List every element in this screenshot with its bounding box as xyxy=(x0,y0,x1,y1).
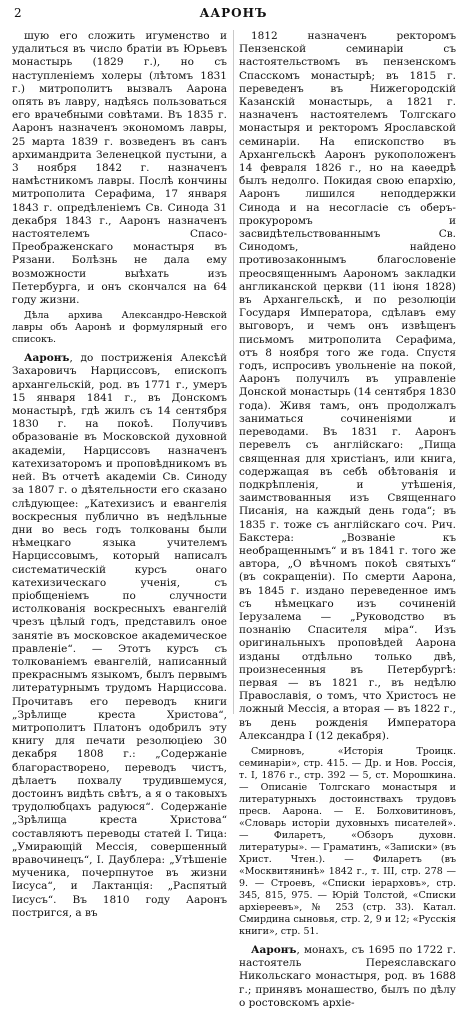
entry-text: , до постриженiя Алексѣй Захаровичъ Нарциссовъ, епископъ архангельскiй, род. въ 1771 г., умеръ 15 января 1841 г., въ Донскомъ монастырѣ, гдѣ жилъ съ 14 сентября 1830 г. на покоѣ. Получивъ образованiе въ Московской духовной академiи, Нарциссовъ назначенъ катехизаторомъ и проповѣдникомъ въ ней. Въ отчетѣ академiи Св. Синоду за 1807 г. о дѣятельности его сказано слѣдующее: „Катехизисъ и евангелiя воскресныя публично въ недѣльные дни во весь годъ толкованы были нѣмецкаго языка учителемъ Нарциссовымъ, который написалъ систематическiй курсъ онаго катехизическаго ученiя, съ прiобщенiемъ по случности истолкованiя воскресныхъ евангелiй чрезъ цѣлый годъ, представилъ оное занятiе въ московское академическое правленiе“. — Этотъ курсъ съ толкованiемъ евангелiй, написанный прекраснымъ языкомъ, былъ первымъ литературнымъ трудомъ Нарциссова. Прочитавъ его переводъ книги „Зрѣлище креста Христова“, митрополитъ Платонъ одобрилъ эту книгу для печати резолюцiею 30 декабря 1808 г.: „Содержанiе благорастворено, переводъ чистъ, дѣлаетъ похвалу трудившемуся, достоинъ видѣть свѣтъ, а я о таковыхъ трудолюбцахъ радуюся“. Содержанiе „Зрѣлища креста Христова“ составляютъ переводы статей I. Тица: „Умирающiй Мессiя, совершенный вравочинецъ“, I. Даублера: „Утѣшенiе мученика, почерпнутое въ жизни Iисуса“, и Лактанцiя: „Распятый Iисусъ“. Въ 1810 году Ааронъ постригся, а въ xyxy=(12,352,227,919)
running-title: ААРОНЪ xyxy=(199,6,268,20)
page-number: 2 xyxy=(14,6,22,20)
entry-headword: Ааронъ xyxy=(24,352,70,365)
article-entry xyxy=(239,944,456,1010)
paragraph: шую его сложить игуменство и удалиться въ число братiи въ Юрьевъ монастырь (1829 г.), но съ наступленiемъ холеры (лѣтомъ 1831 г.) митрополитъ вызвалъ Аарона опять въ лавру, надѣясь пользоваться его врачебными совѣтами. Въ 1835 г. Ааронъ назначенъ экономомъ лавры, 25 марта 1839 г. возведенъ въ санъ архимандрита Зеленецкой пустыни, а 3 ноября 1842 г. назначенъ намѣстникомъ лавры. Послѣ кончины митрополита Серафима, 17 января 1843 г. опредѣленiемъ Св. Синода 31 декабря 1843 г., Ааронъ назначенъ настоятелемъ Спасо-Преображенскаго монастыря въ Рязани. Болѣзнь не дала ему возможности выѣхать изъ Петербурга, и онъ скончался на 64 году жизни. xyxy=(12,30,227,307)
source-note: Смирновъ, «Исторiя Троицк. семинарiи», стр. 415. — Др. и Нов. Россiя, т. I, 1876 г., стр. 392 — 5, ст. Морошкина. — Описанiе Толгскаго монастыря и литературныхъ достоинствахъ трудовъ пресв. Аарона. — Е. Болховитиновъ, «Словарь исторiи духовныхъ писателей». — Филаретъ, «Обзоръ духовн. литературы». — Граматинъ, «Записки» (въ Христ. Чтен.). — Филаретъ (въ «Москвитянинѣ» 1842 г., т. III, стр. 278 — 9. — Строевъ, «Списки iерарховъ», стр. 345, 815, 975. — Юрiй Толстой, «Списки архiереевъ», № 253 (стр. 33). Катал. Смирдина сыновья, стр. 2, 9 и 12; «Русскiя книги», стр. 51. xyxy=(239,745,456,937)
article-entry xyxy=(12,352,227,920)
entry-text: , монахъ, съ 1695 по 1722 г. настоятель Переяславскаго Никольскаго монастыря, род. въ 1688 г.; принявъ монашество, былъ по дѣлу о ростовскомъ архiе- xyxy=(239,943,456,1009)
paragraph: 1812 назначенъ ректоромъ Пензенской семинарiи съ настоятельствомъ въ пензенскомъ Спасскомъ монастырѣ; въ 1815 г. переведенъ въ Нижегородскiй Казанскiй монастырь, а 1821 г. назначенъ настоятелемъ Толгскаго монастыря и ректоромъ Ярославской семинарiи. На епископство въ Архангельскѣ Ааронъ рукоположенъ 14 февраля 1826 г., но на каѳедрѣ былъ недолго. Покидая свою епархiю, Ааронъ лишился неподдержки Синода и на несогласiе съ оберъ-прокуроромъ и засвидѣтельствованнымъ Св. Синодомъ, найдено противозаконнымъ благословенiе преосвященнымъ Аарономъ закладки англиканской церкви (11 iюня 1828) въ Архангельскѣ, и по резолюцiи Государя Императора, сдѣлавъ ему выговоръ, и чемъ онъ извѣщенъ письмомъ митрополита Серафима, отъ 8 ноября того же года. Спустя годъ, испросивъ увольненiе на покой, Ааронъ получилъ въ управленiе Донской монастырь (14 сентября 1830 года). Живя тамъ, онъ продолжалъ заниматься сочиненiями и переводами. Въ 1831 г. Ааронъ перевелъ съ англiйскаго: „Пища священная для христiанъ, или книга, содержащая въ себѣ обѣтованiя и подкрѣпленiя, и утѣшенiя, заимствованныя изъ Священнаго Писанiя, на каждый день года“; въ 1835 г. тоже съ англiйскаго соч. Рич. Бакстера: „Возванiе къ необращеннымъ“ и въ 1841 г. того же автора, „О вѣчномъ покоѣ святыхъ“ (въ сокращенiи). По смерти Аарона, въ 1845 г. издано переведенное имъ съ нѣмецкаго изъ сочиненiй Iерузалема — „Руководство въ познанiю Спасителя мiра“. Изъ оригинальныхъ проповѣдей Аарона изданы отдѣльно только двѣ, произнесенныя въ Петербургѣ: первая — въ 1821 г., въ недѣлю Православiя, о томъ, что Христосъ не ложный Мессiя, а вторая — въ 1822 г., въ день рожденiя Императора Александра I (12 декабря). xyxy=(239,30,456,742)
source-note: Дѣла архива Александро-Невской лавры объ Ааронѣ и формулярный его списокъ. xyxy=(12,310,227,346)
column-divider xyxy=(233,30,234,714)
left-column xyxy=(12,30,227,919)
right-column xyxy=(239,30,456,1009)
page-header xyxy=(14,6,453,24)
entry-headword: Ааронъ xyxy=(251,943,297,956)
